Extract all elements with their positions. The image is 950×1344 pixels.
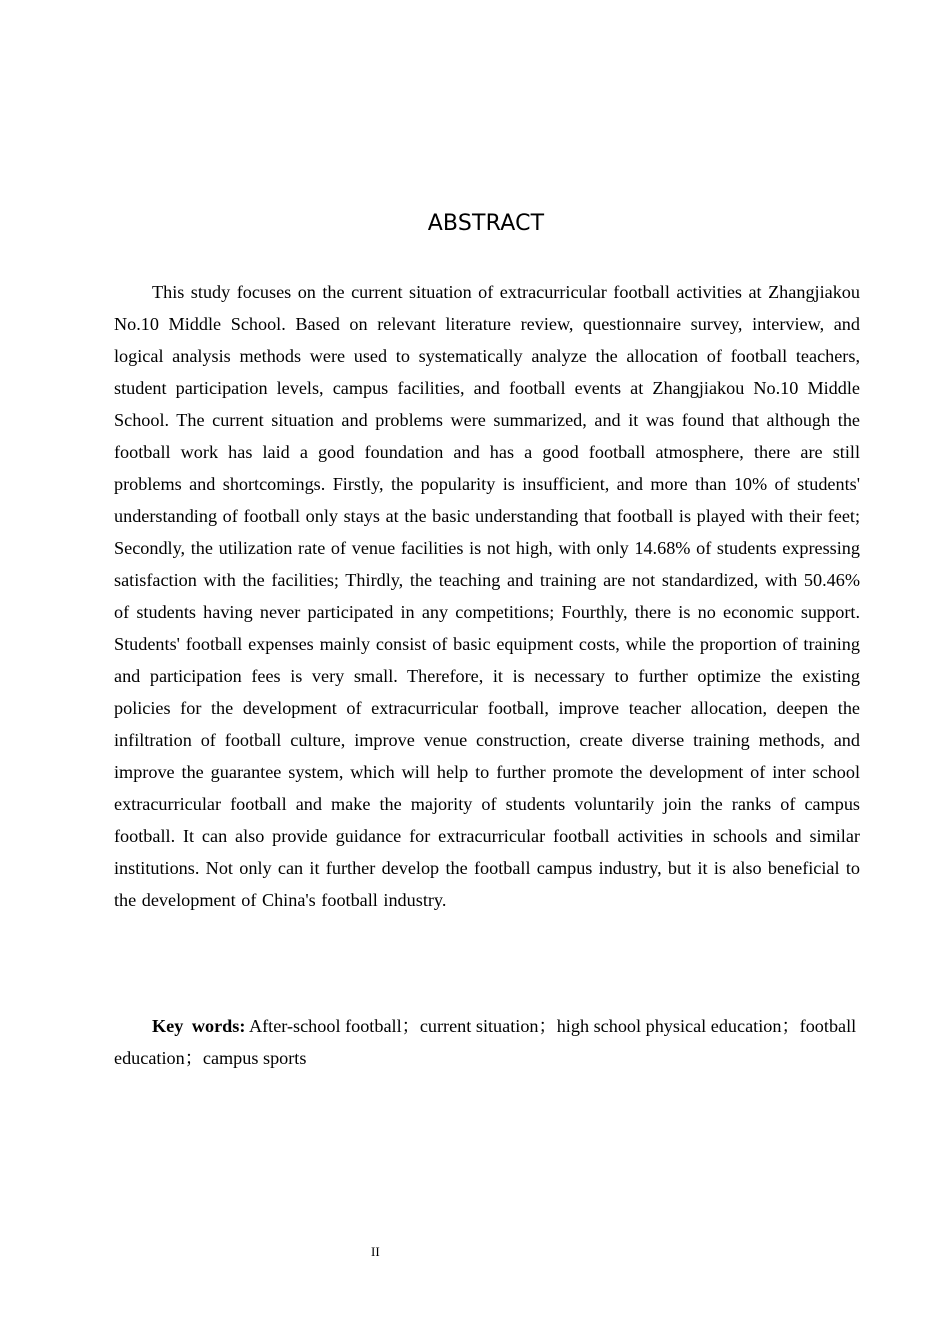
abstract-body: This study focuses on the current situation of extracurricular football activities at Zhangjiakou No.10 Middle School. Based on relevant literature review, questionnaire survey, interview, and logical analysis methods were used to systematically analyze the allocation of football teachers, student participation levels, campus facilities, and football events at Zhangjiakou No.10 Middle School. The current situation and problems were summarized, and it was found that although the football work has laid a good foundation and has a good football atmosphere, there are still problems and shortcomings. Firstly, the popularity is insufficient, and more than 10% of students' understanding of football only stays at the basic understanding that football is played with their feet; Secondly, the utilization rate of venue facilities is not high, with only 14.68% of students expressing satisfaction with the facilities; Thirdly, the teaching and training are not standardized, with 50.46% of students having never participated in any competitions; Fourthly, there is no economic support. Students' football expenses mainly consist of basic equipment costs, while the proportion of training and participation fees is very small. Therefore, it is necessary to further optimize the existing policies for the development of extracurricular football, improve teacher allocation, deepen the infiltration of football culture, improve venue construction, create diverse training methods, and improve the guarantee system, which will help to further promote the development of inter school extracurricular football and make the majority of students voluntarily join the ranks of campus football. It can also provide guidance for extracurricular football activities in schools and similar institutions. Not only can it further develop the football campus industry, but it is also beneficial to the development of China's football industry. [114, 282, 860, 910]
keywords-text: After-school football；current situation；high school physical education；football education；campus sports [114, 1016, 857, 1068]
page-number: II [371, 1244, 380, 1259]
keywords-paragraph [114, 1010, 860, 1074]
page-title: ABSTRACT [427, 211, 545, 236]
keywords-label: Key words: [152, 1016, 246, 1036]
